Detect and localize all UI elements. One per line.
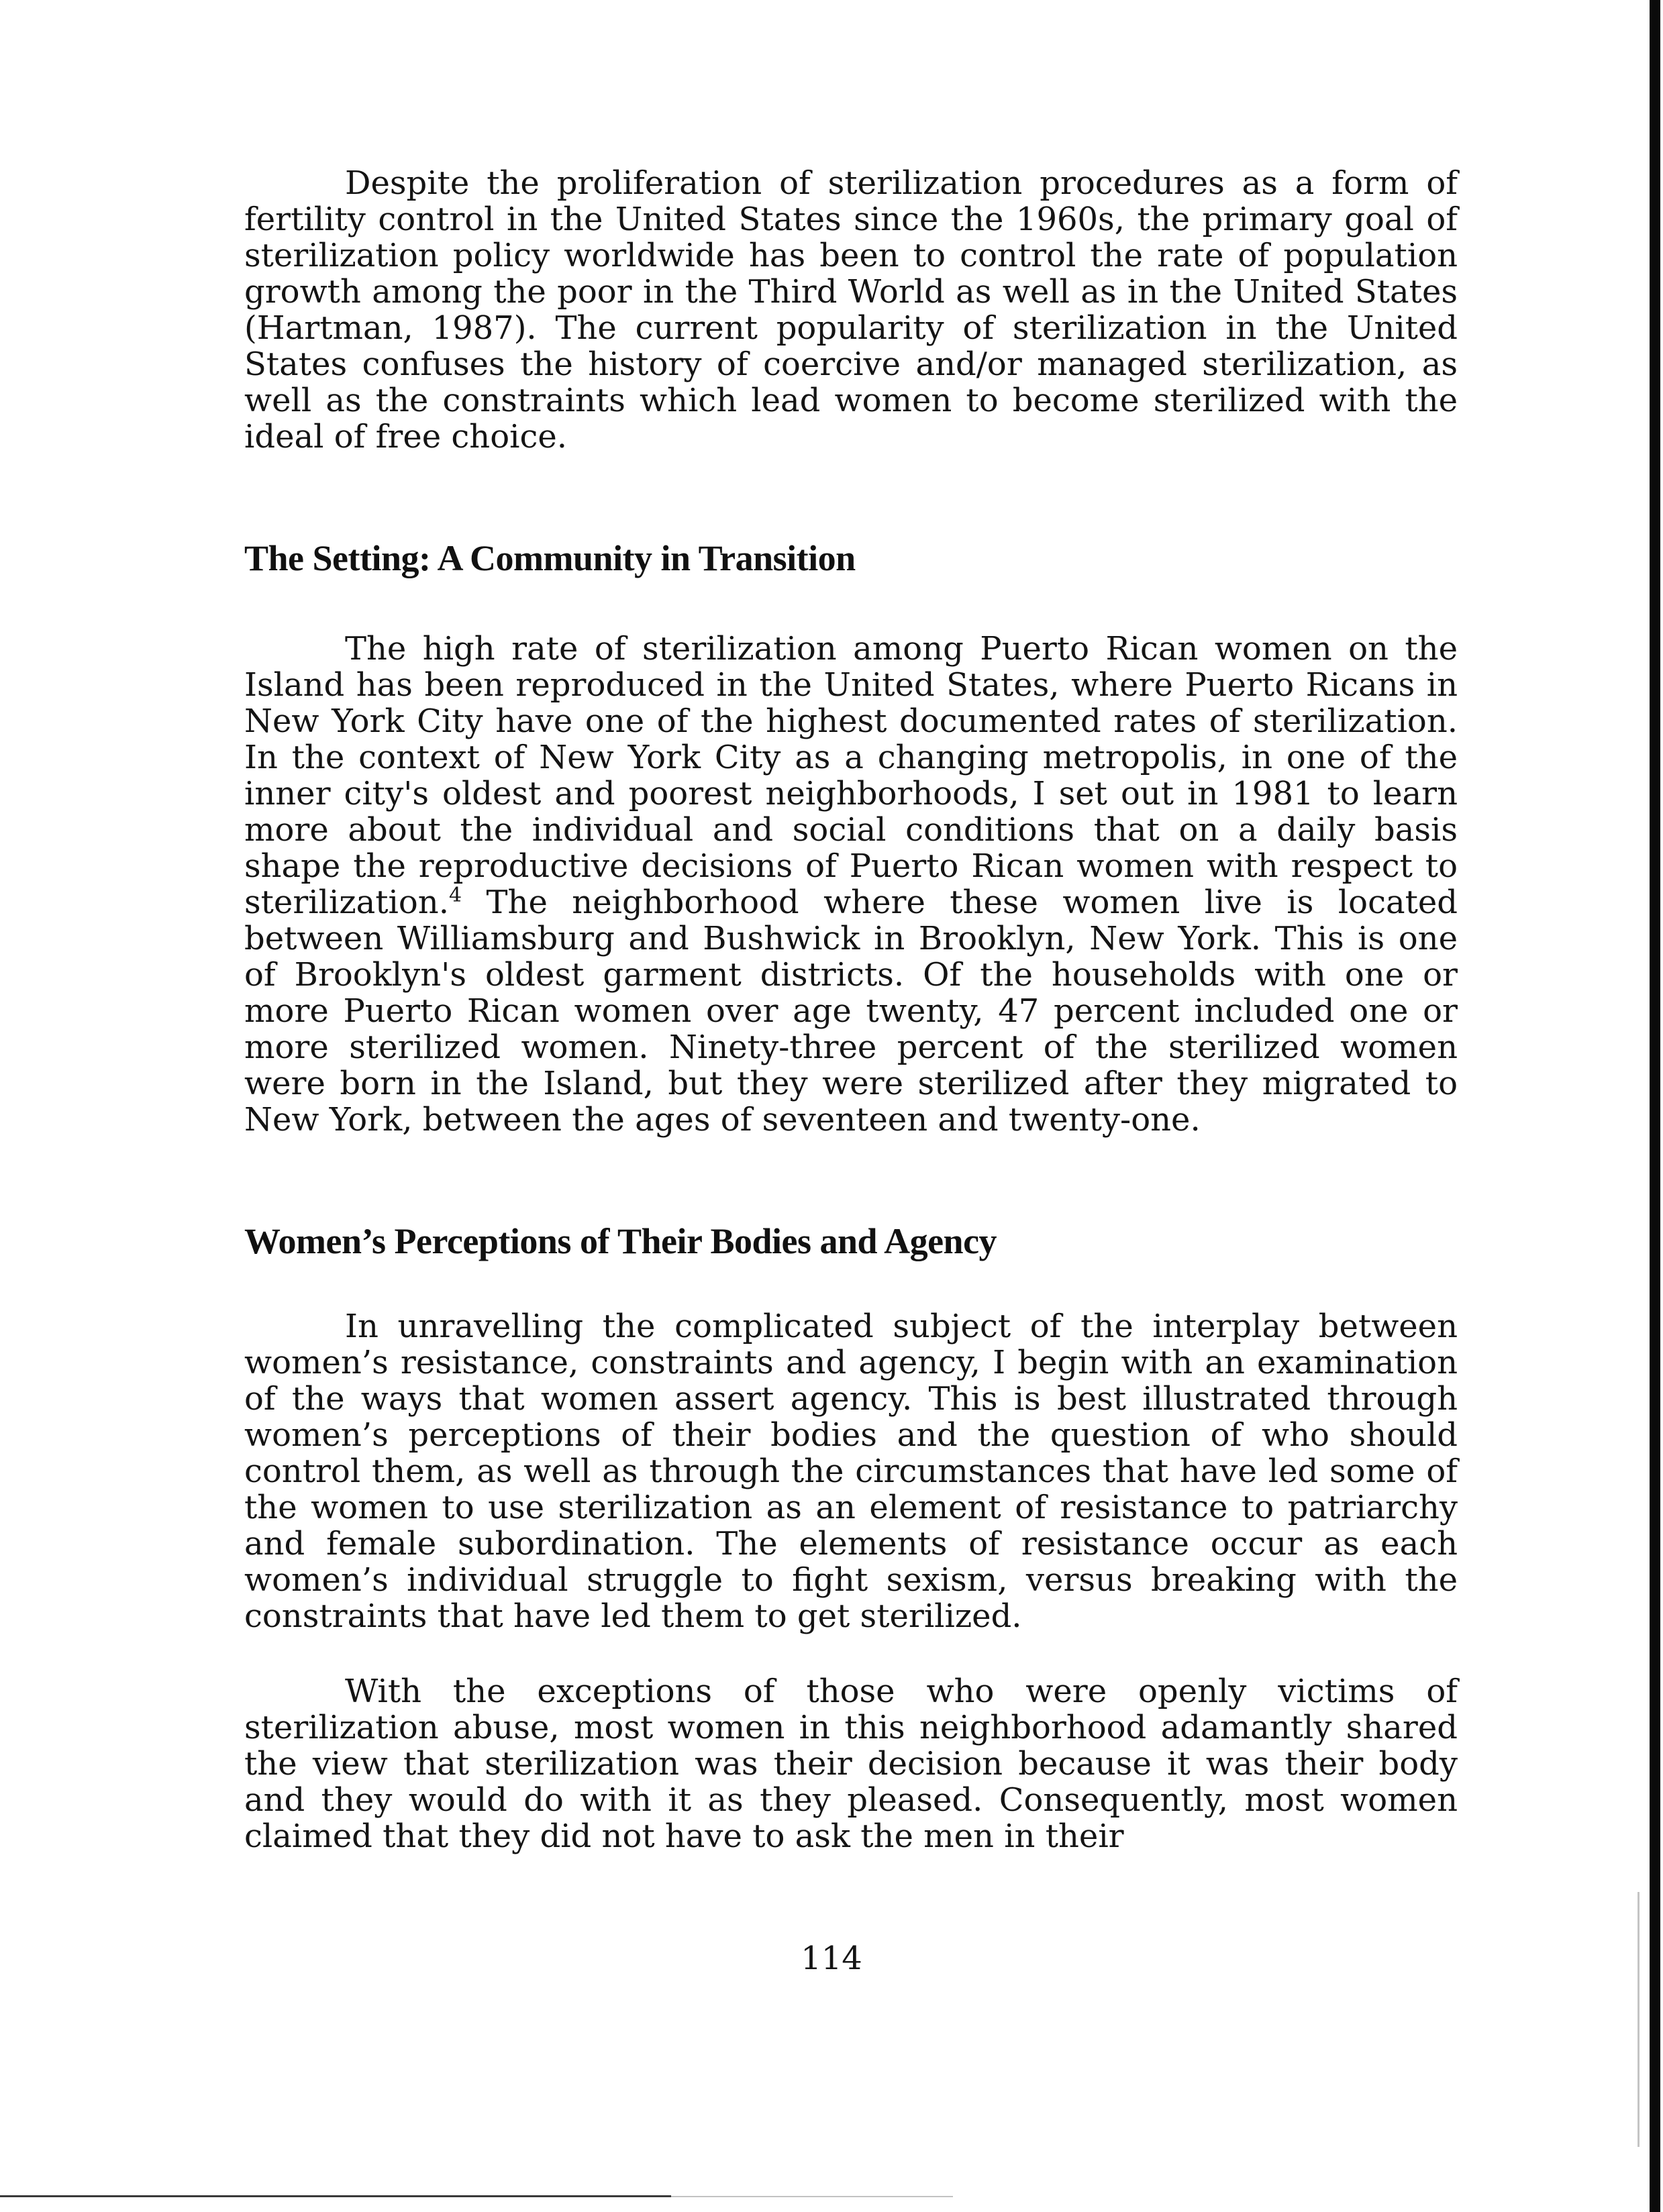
page-number: 114 <box>801 1940 862 1977</box>
paragraph-setting-text-a: The high rate of sterilization among Puerto Rican women on the Island has been reproduced in the United States, where Puerto Ricans in New York City have one of the highest documented rates of sterilization. In the context of New York City as a changing metropolis, in one of the inner city's oldest and poorest neighborhoods, I set out in 1981 to learn more about the individual and social conditions that on a daily basis shape the reproductive decisions of Puerto Rican women with respect to sterilization. <box>244 630 1458 921</box>
paragraph-decision: With the exceptions of those who were openly victims of sterilization abuse, most women in this neighborhood adamantly shared the view that sterilization was their decision because it was their body and they would do with it as they pleased. Consequently, most women claimed that they did not have to ask the men in their <box>244 1673 1458 1855</box>
text-column <box>244 165 1458 1854</box>
scan-edge-right <box>1650 0 1660 2212</box>
scan-edge-bottom <box>0 2195 671 2197</box>
section-heading-setting: The Setting: A Community in Transition <box>244 538 856 578</box>
footnote-marker: 4 <box>448 884 462 907</box>
paragraph-setting-text-b: The neighborhood where these women live is located between Williamsburg and Bushwick in Brooklyn, New York. This is one of Brooklyn's oldest garment districts. Of the households with one or more Puerto Rican women over age twenty, 47 percent included one or more sterilized women. Ninety-three percent of the sterilized women were born in the Island, but they were sterilized after they migrated to New York, between the ages of seventeen and twenty-one. <box>244 884 1458 1139</box>
paragraph-setting <box>244 631 1458 1138</box>
section-heading-perceptions: Women’s Perceptions of Their Bodies and Agency <box>244 1221 997 1261</box>
paragraph-agency: In unravelling the complicated subject of the interplay between women’s resistance, constraints and agency, I begin with an examination of the ways that women assert agency. This is best illustrated through women’s perceptions of their bodies and the question of who should control them, as well as through the circumstances that have led some of the women to use sterilization as an element of resistance to patriarchy and female subordination. The elements of resistance occur as each women’s individual struggle to fight sexism, versus breaking with the constraints that have led them to get sterilized. <box>244 1308 1458 1635</box>
paragraph-sterilization-policy: Despite the proliferation of sterilization procedures as a form of fertility control in the United States since the 1960s, the primary goal of sterilization policy worldwide has been to control the rate of population growth among the poor in the Third World as well as in the United States (Hartman, 1987). The current popularity of sterilization in the United States confuses the history of coercive and/or managed sterilization, as well as the constraints which lead women to become sterilized with the ideal of free choice. <box>244 164 1458 456</box>
scan-edge-bottom-faint <box>671 2196 953 2197</box>
scan-edge-faint-line <box>1637 1892 1640 2147</box>
